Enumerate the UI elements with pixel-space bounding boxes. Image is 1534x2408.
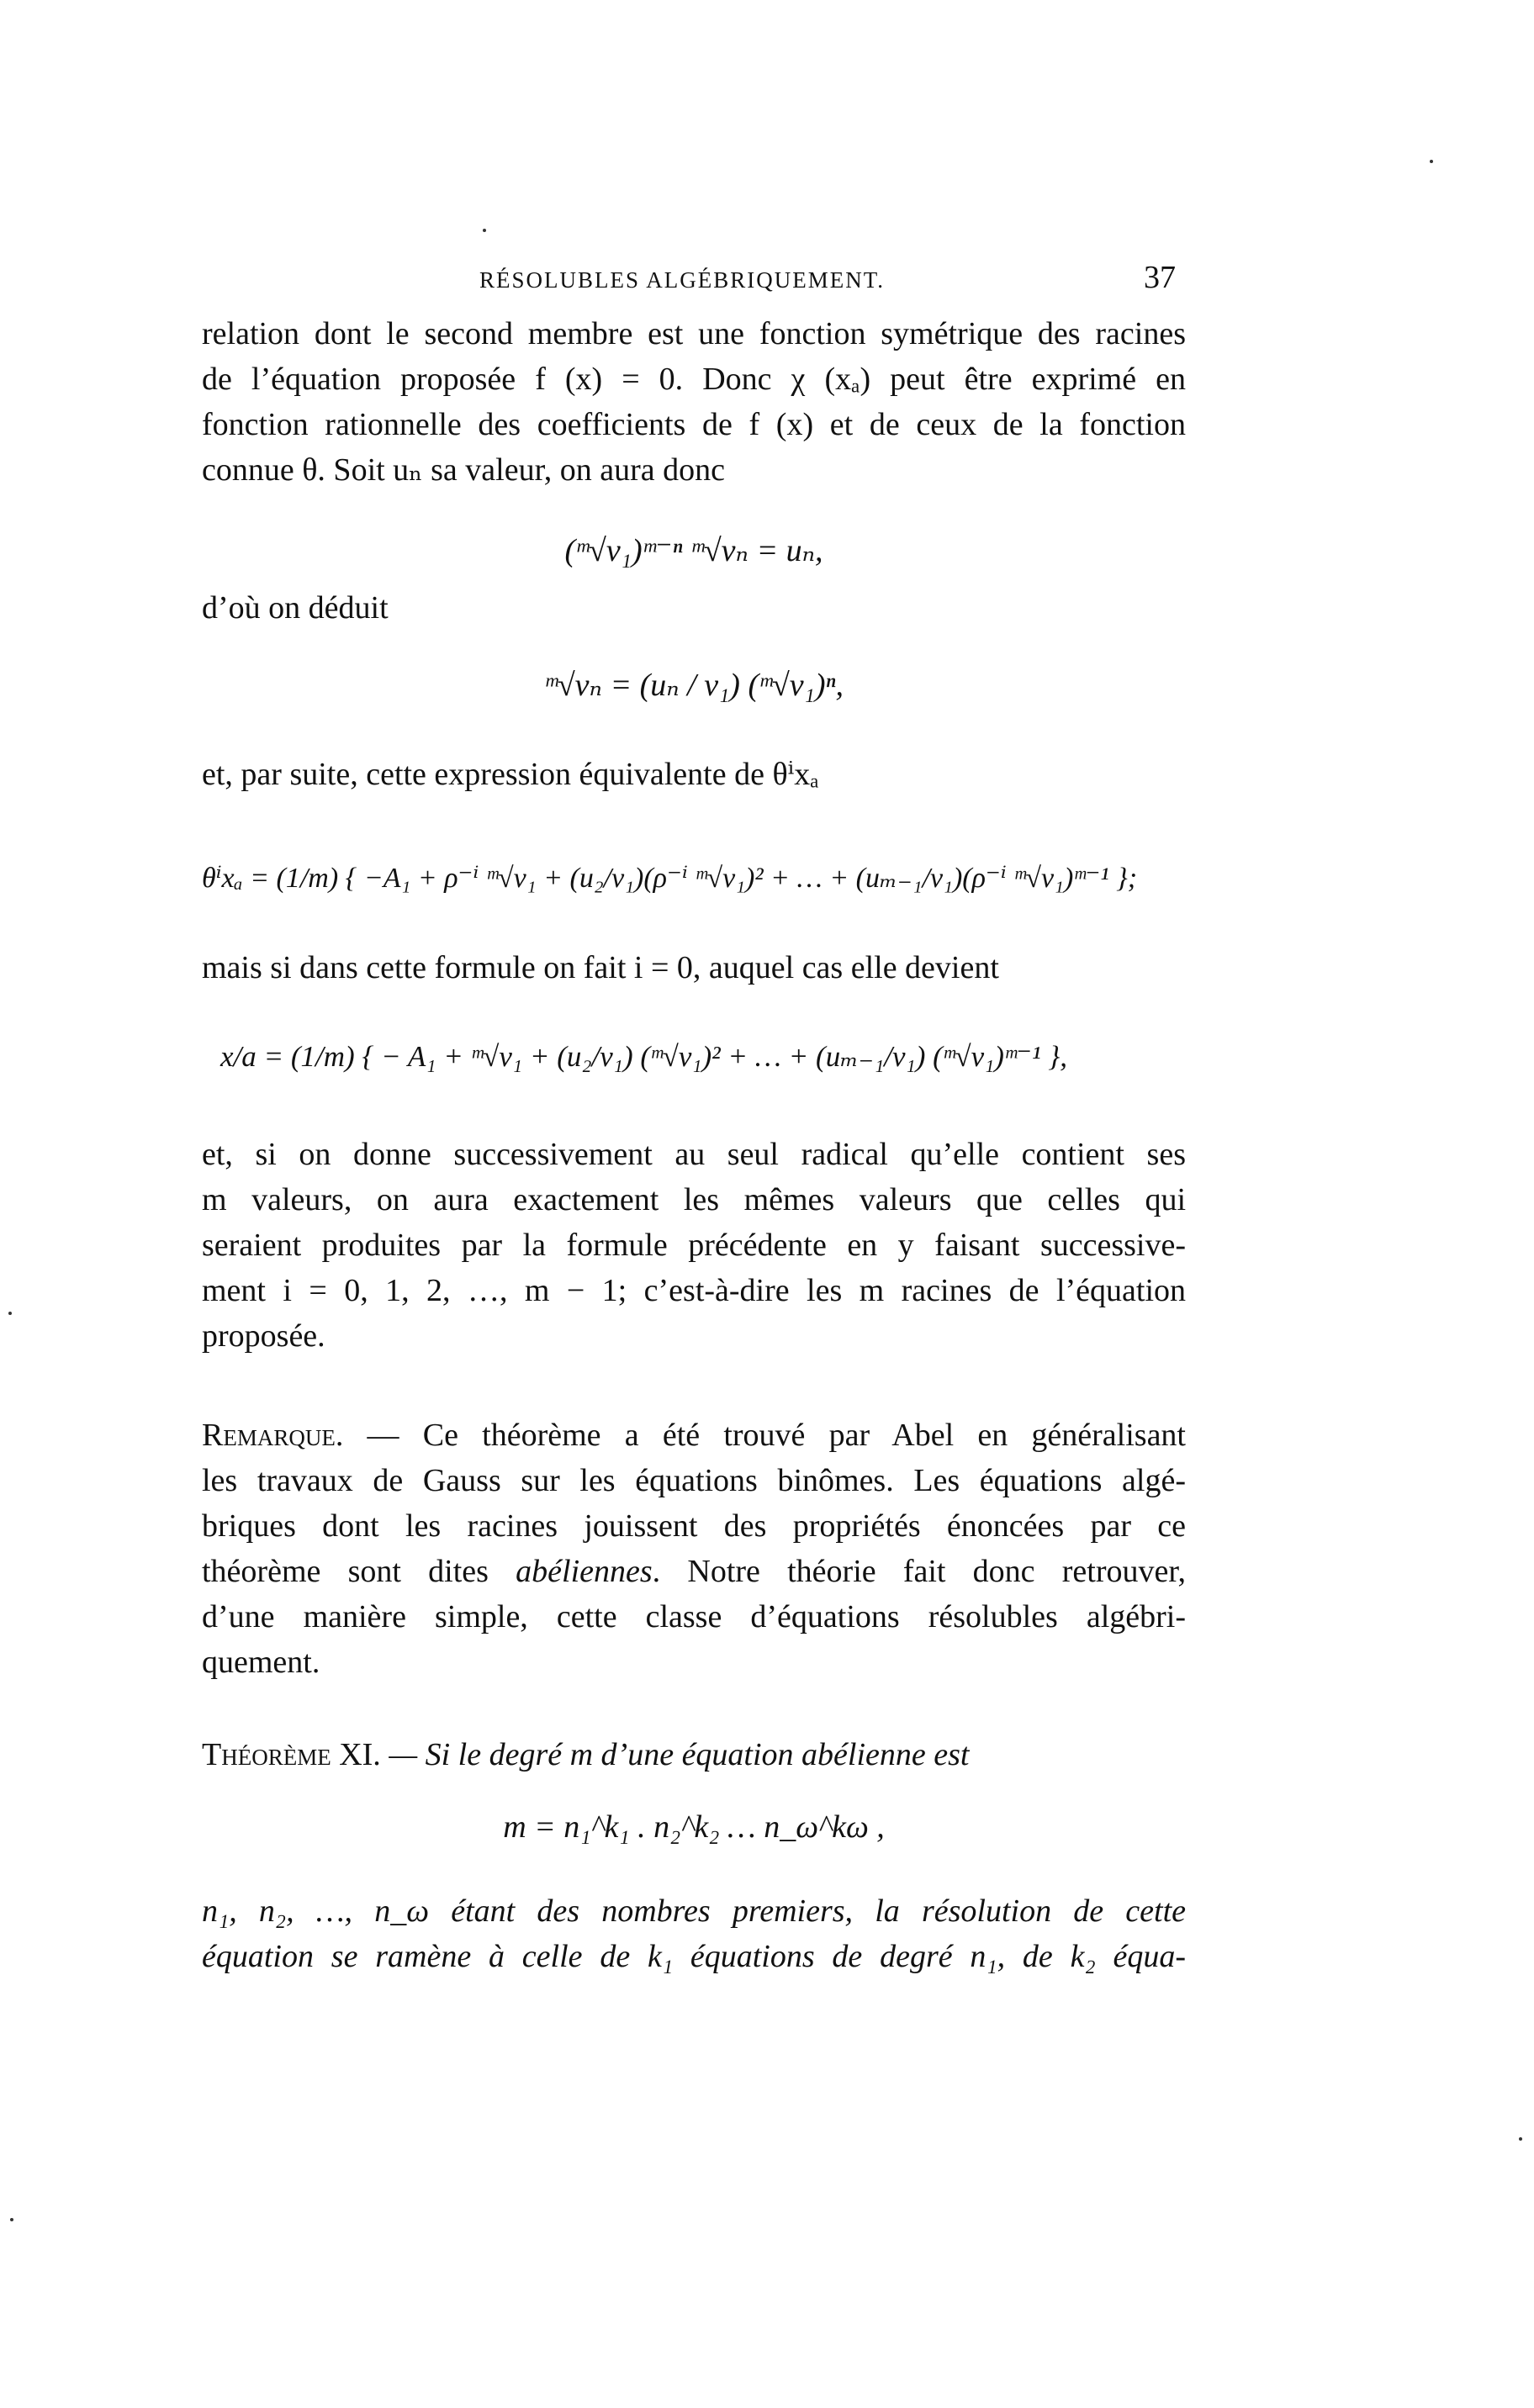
text-line-4: connue θ. Soit uₙ sa valeur, on aura donc [202, 452, 725, 488]
print-speck [1430, 160, 1433, 163]
theorem-label: Théorème XI. [202, 1737, 381, 1772]
remark-text-4a: théorème sont dites [202, 1554, 516, 1589]
theorem-line-1 [202, 1734, 1186, 1776]
equation-4: x/a = (1/m) { − A₁ + ᵐ√v₁ + (u₂/v₁) (ᵐ√v₁)² + … + (uₘ₋₁/v₁) (ᵐ√v₁)ᵐ⁻¹ }, [220, 1040, 1068, 1073]
running-title: RÉSOLUBLES ALGÉBRIQUEMENT. [479, 267, 885, 293]
remark-line-3: briques dont les racines jouissent des propriétés énoncées par ce [202, 1508, 1186, 1544]
page-number: 37 [1144, 260, 1176, 295]
remark-line-4 [202, 1550, 1186, 1592]
text-line-7: mais si dans cette formule on fait i = 0, auquel cas elle devient [202, 950, 999, 985]
print-speck [1519, 2137, 1522, 2141]
theorem-line-2: n₁, n₂, …, n_ω étant des nombres premiers, la résolution de cette [202, 1893, 1186, 1929]
text-line-10: seraient produites par la formule précédente en y faisant successive- [202, 1228, 1186, 1263]
text-line-6: et, par suite, cette expression équivalente de θⁱxₐ [202, 757, 819, 792]
remark-text-1: — Ce théorème a été trouvé par Abel en généralisant [343, 1418, 1186, 1453]
print-speck [483, 229, 486, 232]
text-line-5: d’où on déduit [202, 590, 389, 626]
equation-3: θⁱxₐ = (1/m) { −A₁ + ρ⁻ⁱ ᵐ√v₁ + (u₂/v₁)(ρ⁻ⁱ ᵐ√v₁)² + … + (uₘ₋₁/v₁)(ρ⁻ⁱ ᵐ√v₁)ᵐ⁻¹ }; [202, 863, 1138, 894]
remark-label: Remarque. [202, 1418, 344, 1453]
remark-text-4c: . Notre théorie fait donc retrouver, [652, 1554, 1186, 1589]
equation-2: ᵐ√vₙ = (uₙ / v₁) (ᵐ√v₁)ⁿ, [543, 668, 844, 703]
equation-5: m = n₁^k₁ . n₂^k₂ … n_ω^kω , [503, 1809, 885, 1845]
remark-line-1 [202, 1414, 1186, 1456]
theorem-line-3: équation se ramène à celle de k₁ équations de degré n₁, de k₂ équa- [202, 1939, 1186, 1974]
remark-line-6: quement. [202, 1645, 320, 1680]
equation-1: (ᵐ√v₁)ᵐ⁻ⁿ ᵐ√vₙ = uₙ, [564, 533, 823, 568]
text-line-2: de l’équation proposée f (x) = 0. Donc χ (xₐ) peut être exprimé en [202, 362, 1186, 397]
text-line-3: fonction rationnelle des coefficients de f (x) et de ceux de la fonction [202, 407, 1186, 442]
print-speck [8, 1312, 12, 1315]
remark-term-abeliennes: abéliennes [516, 1554, 653, 1589]
text-line-9: m valeurs, on aura exactement les mêmes valeurs que celles qui [202, 1182, 1186, 1217]
text-line-12: proposée. [202, 1318, 325, 1354]
print-speck [10, 2218, 13, 2221]
remark-line-2: les travaux de Gauss sur les équations binômes. Les équations algé- [202, 1463, 1186, 1498]
theorem-text-1: — Si le degré m d’une équation abélienne est [380, 1737, 970, 1772]
remark-line-5: d’une manière simple, cette classe d’équations résolubles algébri- [202, 1599, 1186, 1634]
text-line-1: relation dont le second membre est une fonction symétrique des racines [202, 316, 1186, 351]
text-line-8: et, si on donne successivement au seul radical qu’elle contient ses [202, 1137, 1186, 1172]
text-line-11: ment i = 0, 1, 2, …, m − 1; c’est-à-dire les m racines de l’équation [202, 1273, 1186, 1308]
